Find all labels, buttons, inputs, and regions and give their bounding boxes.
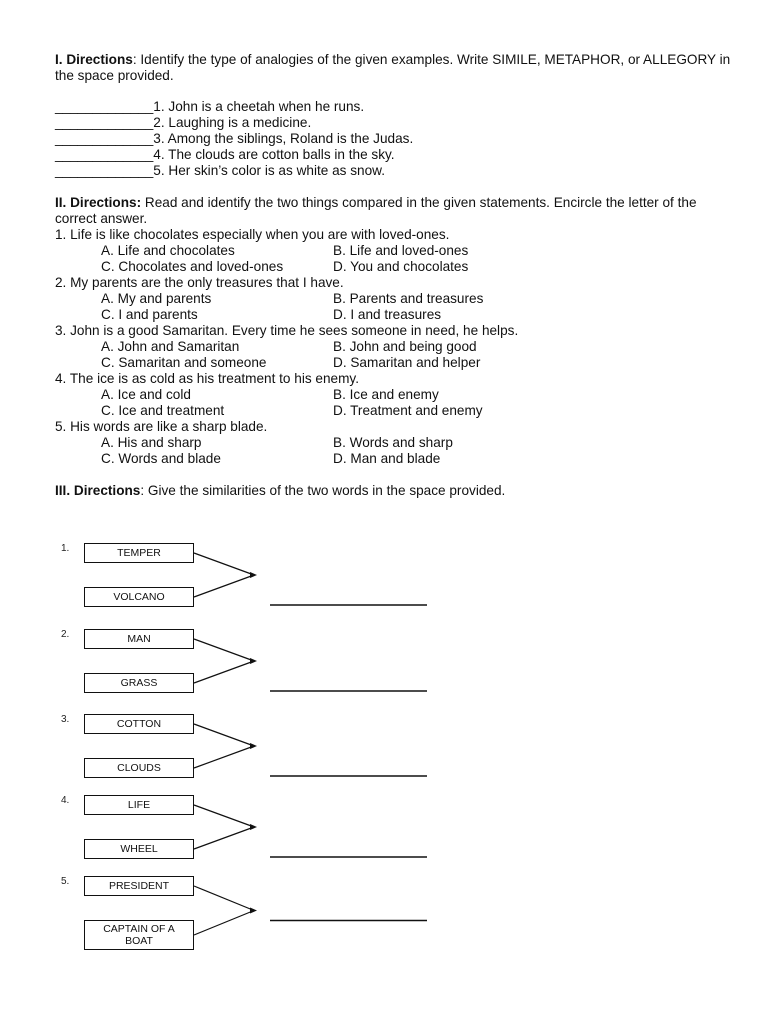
option-1-a[interactable]: A. Life and chocolates	[101, 243, 235, 258]
option-5-c[interactable]: C. Words and blade	[101, 451, 221, 466]
option-4-c[interactable]: C. Ice and treatment	[101, 403, 225, 418]
option-2-b[interactable]: B. Parents and treasures	[333, 291, 484, 306]
section-2-label: II. Directions:	[55, 195, 142, 210]
pair-5-number: 5.	[61, 876, 70, 887]
option-1-b[interactable]: B. Life and loved-ones	[333, 243, 469, 258]
option-3-c[interactable]: C. Samaritan and someone	[101, 355, 267, 370]
section-3-label: III. Directions	[55, 483, 141, 498]
pair-1-connector-top	[194, 553, 254, 575]
option-5-d[interactable]: D. Man and blade	[333, 451, 441, 466]
option-4-d[interactable]: D. Treatment and enemy	[333, 403, 483, 418]
pair-2-connector-top	[194, 639, 254, 661]
pair-5-bottom-word: CAPTAIN OF A BOAT	[84, 920, 194, 950]
pair-3-number: 3.	[61, 714, 70, 725]
question-4: 4. The ice is as cold as his treatment to his enemy.	[55, 371, 359, 386]
pair-3-connector-top	[194, 724, 254, 746]
pair-2-top-word: MAN	[84, 629, 194, 649]
option-2-d[interactable]: D. I and treasures	[333, 307, 442, 322]
question-1: 1. Life is like chocolates especially when you are with loved-ones.	[55, 227, 450, 242]
option-3-a[interactable]: A. John and Samaritan	[101, 339, 240, 354]
pair-5-top-word: PRESIDENT	[84, 876, 194, 896]
pair-5-connector-bottom	[194, 911, 254, 936]
option-2-a[interactable]: A. My and parents	[101, 291, 212, 306]
pair-5-arrowhead	[250, 908, 257, 914]
pair-4-arrowhead	[250, 824, 257, 830]
pair-1-connector-bottom	[194, 575, 254, 597]
section-1-text: : Identify the type of analogies of the given examples. Write SIMILE, METAPHOR, or ALLEGORY in the space provided.	[55, 52, 731, 83]
pair-4-connector-bottom	[194, 827, 254, 849]
section-3-text: : Give the similarities of the two words in the space provided.	[140, 483, 506, 498]
option-3-b[interactable]: B. John and being good	[333, 339, 477, 354]
analogy-item-3[interactable]: _____________3. Among the siblings, Roland is the Judas.	[55, 131, 414, 146]
option-5-a[interactable]: A. His and sharp	[101, 435, 202, 450]
question-5: 5. His words are like a sharp blade.	[55, 419, 268, 434]
question-2: 2. My parents are the only treasures that I have.	[55, 275, 344, 290]
pair-3-connector-bottom	[194, 746, 254, 768]
pair-4-top-word: LIFE	[84, 795, 194, 815]
pair-2-bottom-word: GRASS	[84, 673, 194, 693]
pair-5-connector-top	[194, 886, 254, 911]
pair-1-number: 1.	[61, 543, 70, 554]
pair-4-connector-top	[194, 805, 254, 827]
pair-1-top-word: TEMPER	[84, 543, 194, 563]
option-2-c[interactable]: C. I and parents	[101, 307, 198, 322]
option-3-d[interactable]: D. Samaritan and helper	[333, 355, 481, 370]
analogy-item-4[interactable]: _____________4. The clouds are cotton balls in the sky.	[55, 147, 395, 162]
pair-4-number: 4.	[61, 795, 70, 806]
pair-2-arrowhead	[250, 658, 257, 664]
pair-1-arrowhead	[250, 572, 257, 578]
option-4-a[interactable]: A. Ice and cold	[101, 387, 191, 402]
option-5-b[interactable]: B. Words and sharp	[333, 435, 453, 450]
section-1-label: I. Directions	[55, 52, 133, 67]
analogy-item-2[interactable]: _____________2. Laughing is a medicine.	[55, 115, 312, 130]
pair-4-bottom-word: WHEEL	[84, 839, 194, 859]
pair-2-connector-bottom	[194, 661, 254, 683]
question-3: 3. John is a good Samaritan. Every time he sees someone in need, he helps.	[55, 323, 519, 338]
option-4-b[interactable]: B. Ice and enemy	[333, 387, 439, 402]
option-1-d[interactable]: D. You and chocolates	[333, 259, 469, 274]
pair-1-bottom-word: VOLCANO	[84, 587, 194, 607]
pair-3-arrowhead	[250, 743, 257, 749]
pair-3-top-word: COTTON	[84, 714, 194, 734]
pair-3-bottom-word: CLOUDS	[84, 758, 194, 778]
analogy-item-5[interactable]: _____________5. Her skin’s color is as white as snow.	[55, 163, 385, 178]
analogy-item-1[interactable]: _____________1. John is a cheetah when he runs.	[55, 99, 365, 114]
section-2-text: Read and identify the two things compared in the given statements. Encircle the letter of the correct answer.	[55, 195, 697, 226]
pair-2-number: 2.	[61, 629, 70, 640]
option-1-c[interactable]: C. Chocolates and loved-ones	[101, 259, 284, 274]
